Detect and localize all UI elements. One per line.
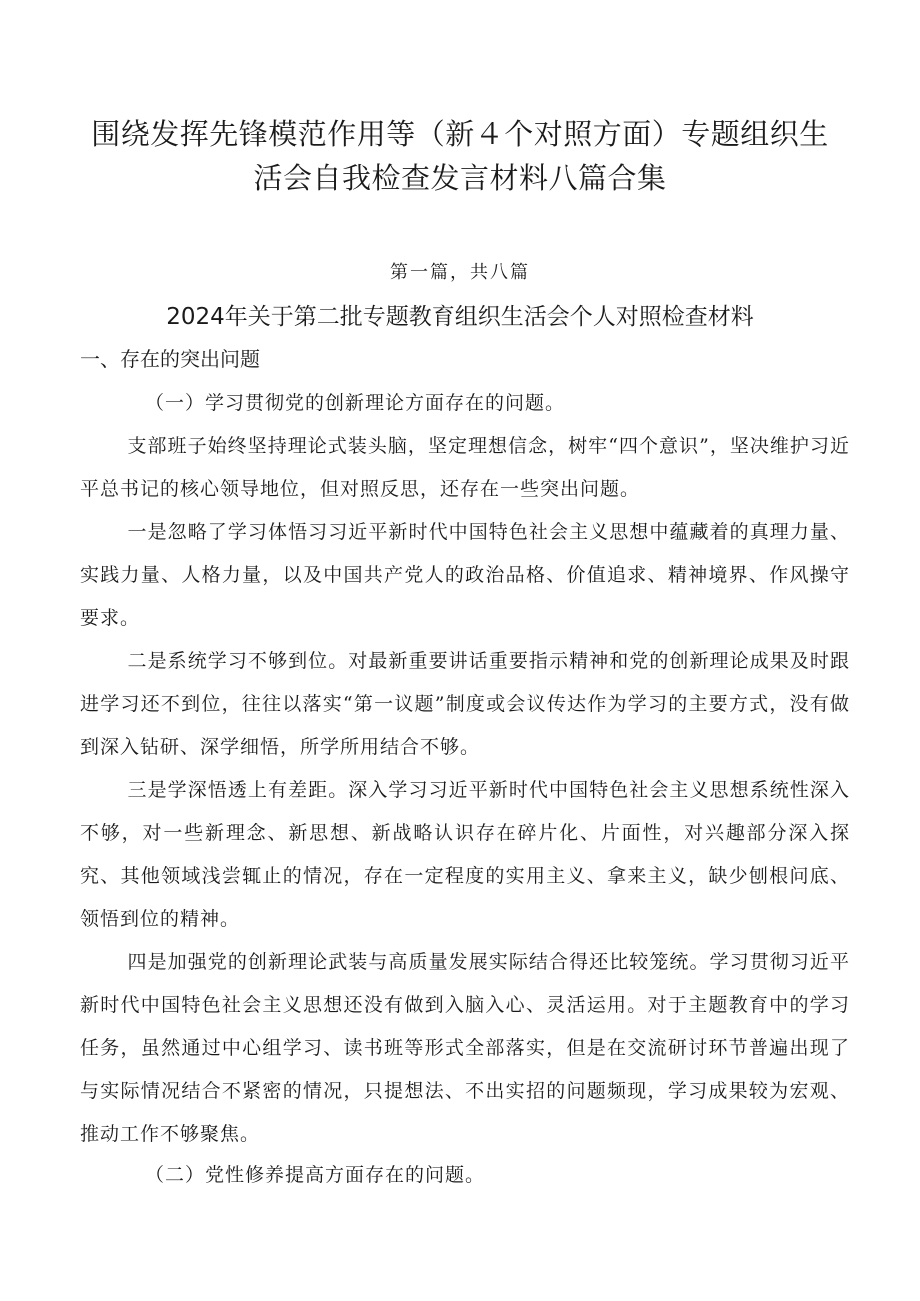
section-heading: 一、存在的突出问题 (80, 347, 260, 371)
subsection-heading: （一）学习贯彻党的创新理论方面存在的问题。 (145, 392, 566, 414)
body-paragraph: 一是忽略了学习体悟习习近平新时代中国特色社会主义思想中蕴藏着的真理力量、实践力量、人格力量，以及中国共产党人的政治品格、价值追求、精神境界、作风操守要求。 (80, 521, 850, 629)
subsection-heading: （二）党性修养提高方面存在的问题。 (145, 1164, 486, 1186)
part-label: 第一篇，共八篇 (390, 262, 530, 283)
body-paragraph: 三是学深悟透上有差距。深入学习习近平新时代中国特色社会主义思想系统性深入不够，对一些新理念、新思想、新战略认识存在碎片化、片面性，对兴趣部分深入探究、其他领域浅尝辄止的情况，存在一定程度的实用主义、拿来主义，缺少刨根问底、领悟到位的精神。 (80, 779, 850, 930)
body-paragraph: 四是加强党的创新理论武装与高质量发展实际结合得还比较笼统。学习贯彻习近平新时代中国特色社会主义思想还没有做到入脑入心、灵活运用。对于主题教育中的学习任务，虽然通过中心组学习、读书班等形式全部落实，但是在交流研讨环节普遍出现了与实际情况结合不紧密的情况，只提想法、不出实招的问题频现，学习成果较为宏观、推动工作不够聚焦。 (80, 951, 850, 1145)
body-paragraph: 支部班子始终坚持理论式装头脑，坚定理想信念，树牢“四个意识”，坚决维护习近平总书记的核心领导地位，但对照反思，还存在一些突出问题。 (80, 435, 850, 500)
article-title: 2024年关于第二批专题教育组织生活会个人对照检查材料 (166, 304, 754, 330)
document-title: 围绕发挥先锋模范作用等（新４个对照方面）专题组织生活会自我检查发言材料八篇合集 (91, 117, 829, 195)
body-paragraph: 二是系统学习不够到位。对最新重要讲话重要指示精神和党的创新理论成果及时跟进学习还不到位，往往以落实“第一议题”制度或会议传达作为学习的主要方式，没有做到深入钻研、深学细悟，所学所用结合不够。 (80, 650, 850, 758)
